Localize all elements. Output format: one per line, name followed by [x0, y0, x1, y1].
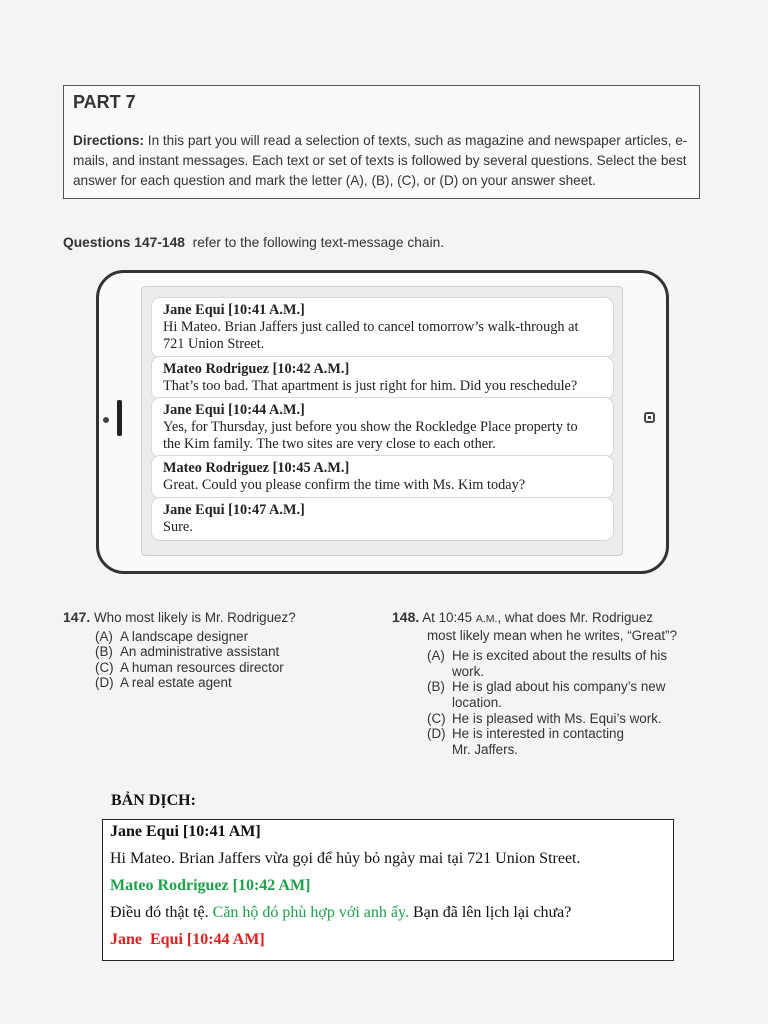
question-number: 148. — [392, 609, 420, 625]
option-text: He is glad about his company’s new — [452, 679, 666, 695]
answer-option[interactable] — [95, 660, 296, 676]
answer-option[interactable] — [427, 648, 677, 679]
translation-fragment-highlight: Căn hộ đó phù hợp với anh ấy. — [212, 904, 409, 921]
message-sender: Jane Equi [10:44 A.M.] — [163, 402, 305, 418]
message-line: the Kim family. The two sites are very close to each other. — [163, 436, 496, 452]
answer-option[interactable] — [427, 711, 677, 727]
answer-option[interactable] — [95, 644, 296, 660]
answer-option[interactable] — [95, 629, 296, 645]
option-letter: (C) — [95, 659, 114, 675]
question-148 — [392, 610, 677, 757]
answer-option[interactable] — [95, 675, 296, 691]
option-text: An administrative assistant — [120, 644, 280, 660]
part-title: PART 7 — [73, 92, 136, 112]
translation-heading: BẢN DỊCH: — [111, 792, 196, 809]
question-stem — [422, 610, 653, 625]
option-text: A human resources director — [120, 659, 284, 675]
message-bubble — [151, 297, 614, 358]
option-text: A landscape designer — [120, 628, 249, 644]
option-letter: (D) — [427, 726, 446, 742]
stem-part: , what does Mr. Rodriguez — [497, 610, 653, 625]
option-text: work. — [452, 663, 484, 679]
translation-fragment: Bạn đã lên lịch lại chưa? — [408, 904, 572, 921]
directions-label: Directions: — [73, 133, 145, 148]
home-button-icon — [644, 412, 655, 423]
translation-sender: Jane Equi [10:41 AM] — [110, 823, 261, 840]
answer-option[interactable] — [427, 726, 677, 757]
option-letter: (C) — [427, 710, 446, 726]
question-stem-line2: most likely mean when he writes, “Great”? — [427, 627, 678, 643]
questions-range: Questions 147-148 — [63, 235, 185, 250]
message-line: Great. Could you please confirm the time with Ms. Kim today? — [163, 477, 526, 493]
option-text: He is interested in contacting — [452, 726, 624, 742]
translation-sender: Mateo Rodriguez [10:42 AM] — [110, 877, 311, 894]
message-line: That’s too bad. That apartment is just right for him. Did you reschedule? — [163, 378, 578, 394]
question-147 — [63, 610, 296, 691]
question-number: 147. — [63, 609, 91, 625]
option-letter: (B) — [95, 644, 113, 660]
message-line: Yes, for Thursday, just before you show the Rockledge Place property to — [163, 419, 578, 435]
message-sender: Mateo Rodriguez [10:45 A.M.] — [163, 460, 350, 476]
translation-sender: Jane Equi [10:44 AM] — [110, 931, 265, 948]
translation-line: Hi Mateo. Brian Jaffers vừa gọi để hủy bỏ ngày mai tại 721 Union Street. — [110, 850, 581, 867]
intro-text: refer to the following text-message chain. — [184, 235, 445, 250]
stem-am: A.M. — [475, 613, 498, 625]
option-text: He is excited about the results of his — [452, 648, 668, 664]
directions-box — [63, 85, 700, 199]
message-line: 721 Union Street. — [163, 336, 265, 352]
message-sender: Jane Equi [10:41 A.M.] — [163, 302, 305, 318]
camera-dot — [103, 417, 109, 423]
message-sender: Mateo Rodriguez [10:42 A.M.] — [163, 361, 350, 377]
directions-text — [73, 131, 695, 191]
message-bubble — [151, 455, 614, 499]
option-text: He is pleased with Ms. Equi’s work. — [452, 710, 662, 726]
answer-option[interactable] — [427, 679, 677, 710]
question-stem: Who most likely is Mr. Rodriguez? — [93, 610, 296, 625]
message-bubble — [151, 497, 614, 541]
option-letter: (A) — [427, 648, 445, 664]
translation-fragment: Điều đó thật tệ. — [110, 904, 213, 921]
message-bubble — [151, 356, 614, 400]
option-text: Mr. Jaffers. — [452, 741, 518, 757]
translation-box — [102, 819, 674, 961]
message-bubble — [151, 397, 614, 458]
option-letter: (A) — [95, 628, 113, 644]
speaker-bar — [117, 400, 122, 436]
message-line: Hi Mateo. Brian Jaffers just called to cancel tomorrow’s walk-through at — [163, 319, 579, 335]
stem-part: At 10:45 — [422, 610, 476, 625]
message-sender: Jane Equi [10:47 A.M.] — [163, 502, 305, 518]
translation-line — [110, 904, 571, 922]
option-letter: (D) — [95, 675, 114, 691]
option-letter: (B) — [427, 679, 445, 695]
message-line: Sure. — [163, 519, 193, 535]
option-text: A real estate agent — [120, 675, 232, 691]
option-text: location. — [452, 694, 502, 710]
questions-intro — [63, 235, 444, 250]
directions-body: In this part you will read a selection of texts, such as magazine and newspaper articles, e-mails, and instant messages. Each text or set of texts is followed by several questions. Select the best answer for each question and mark the letter (A), (B), (C), or (D) on your answer sheet. — [73, 133, 688, 188]
